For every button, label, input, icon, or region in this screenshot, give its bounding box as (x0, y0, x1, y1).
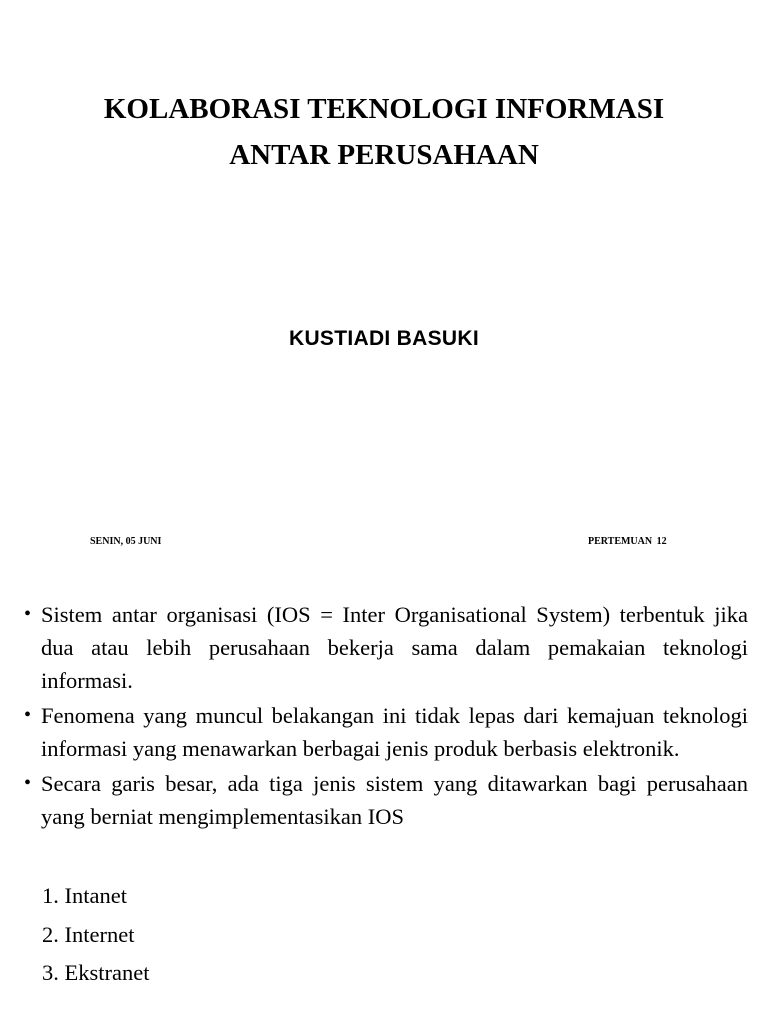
numbered-item: 2. Internet (42, 921, 135, 947)
bullet-text: Sistem antar organisasi (IOS = Inter Organisational System) terbentuk jika dua atau lebih perusahaan bekerja sama dalam pemakaian teknologi informasi. (41, 602, 748, 693)
slide-title-line-2: ANTAR PERUSAHAAN (229, 139, 539, 171)
numbered-item: 1. Intanet (42, 883, 127, 908)
slide-title-line-1: KOLABORASI TEKNOLOGI INFORMASI (103, 93, 665, 125)
bullet-item (24, 699, 748, 765)
numbered-item: 3. Ekstranet (42, 960, 150, 985)
bullet-list (24, 598, 748, 835)
bullet-text: Secara garis besar, ada tiga jenis sistem yang ditawarkan bagi perusahaan yang berniat mengimplementasikan IOS (41, 771, 748, 829)
bullet-icon: • (24, 704, 32, 726)
bullet-item (24, 598, 748, 697)
bullet-icon: • (24, 603, 32, 625)
slide-title (0, 86, 768, 178)
numbered-list (42, 879, 149, 995)
bullet-icon: • (24, 772, 32, 794)
bullet-text: Fenomena yang muncul belakangan ini tidak lepas dari kemajuan teknologi informasi yang menawarkan berbagai jenis produk berbasis elektronik. (41, 703, 748, 761)
session-label: PERTEMUAN 12 (588, 536, 667, 547)
bullet-item (24, 767, 748, 833)
date-label: SENIN, 05 JUNI (90, 536, 162, 547)
author-name: KUSTIADI BASUKI (288, 327, 479, 350)
